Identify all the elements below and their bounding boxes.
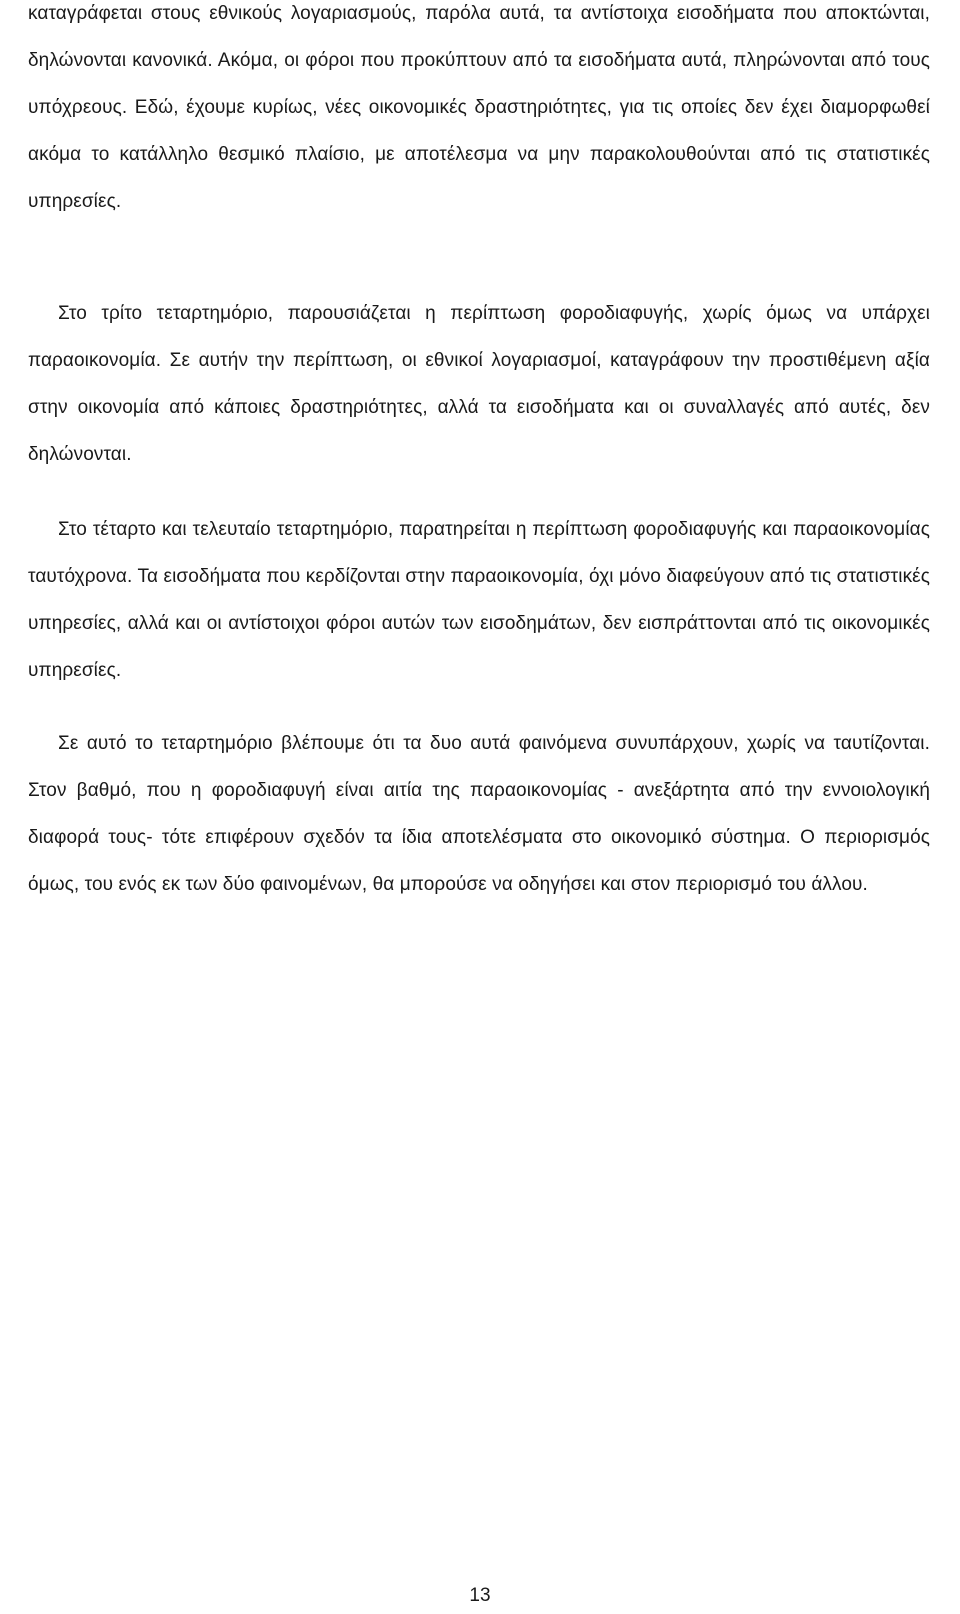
page-number: 13 [469,1585,491,1606]
paragraph-continuation: καταγράφεται στους εθνικούς λογαριασμούς, παρόλα αυτά, τα αντίστοιχα εισοδήματα που αποκτώνται, δηλώνονται κανονικά. Ακόμα, οι φόροι που προκύπτουν από τα εισοδήματα αυτά, πληρώνονται από τους υπόχρεους. Εδώ, έχουμε κυρίως, νέες οικονομικές δραστηριότητες, για τις οποίες δεν έχει διαμορφωθεί ακόμα το κατάλληλο θεσμικό πλαίσιο, με αποτέλεσμα να μην παρακολουθούνται από τις στατιστικές υπηρεσίες. [28,3,930,212]
paragraph-coexistence: Σε αυτό το τεταρτημόριο βλέπουμε ότι τα δυο αυτά φαινόμενα συνυπάρχουν, χωρίς να ταυτίζονται. Στον βαθμό, που η φοροδιαφυγή είναι αιτία της παραοικονομίας - ανεξάρτητα από την εννοιολογική διαφορά τους- τότε επιφέρουν σχεδόν τα ίδια αποτελέσματα στο οικονομικό σύστημα. Ο περιορισμός όμως, του ενός εκ των δύο φαινομένων, θα μπορούσε να οδηγήσει και στον περιορισμό του άλλου. [28,733,930,895]
paragraph-third-quadrant: Στο τρίτο τεταρτημόριο, παρουσιάζεται η περίπτωση φοροδιαφυγής, χωρίς όμως να υπάρχει παραοικονομία. Σε αυτήν την περίπτωση, οι εθνικοί λογαριασμοί, καταγράφουν την προστιθέμενη αξία στην οικονομία από κάποιες δραστηριότητες, αλλά τα εισοδήματα και οι συναλλαγές από αυτές, δεν δηλώνονται. [28,303,930,465]
paragraph-fourth-quadrant: Στο τέταρτο και τελευταίο τεταρτημόριο, παρατηρείται η περίπτωση φοροδιαφυγής και παραοικονομίας ταυτόχρονα. Τα εισοδήματα που κερδίζονται στην παραοικονομία, όχι μόνο διαφεύγουν από τις στατιστικές υπηρεσίες, αλλά και οι αντίστοιχοι φόροι αυτών των εισοδημάτων, δεν εισπράττονται από τις οικονομικές υπηρεσίες. [28,519,930,681]
